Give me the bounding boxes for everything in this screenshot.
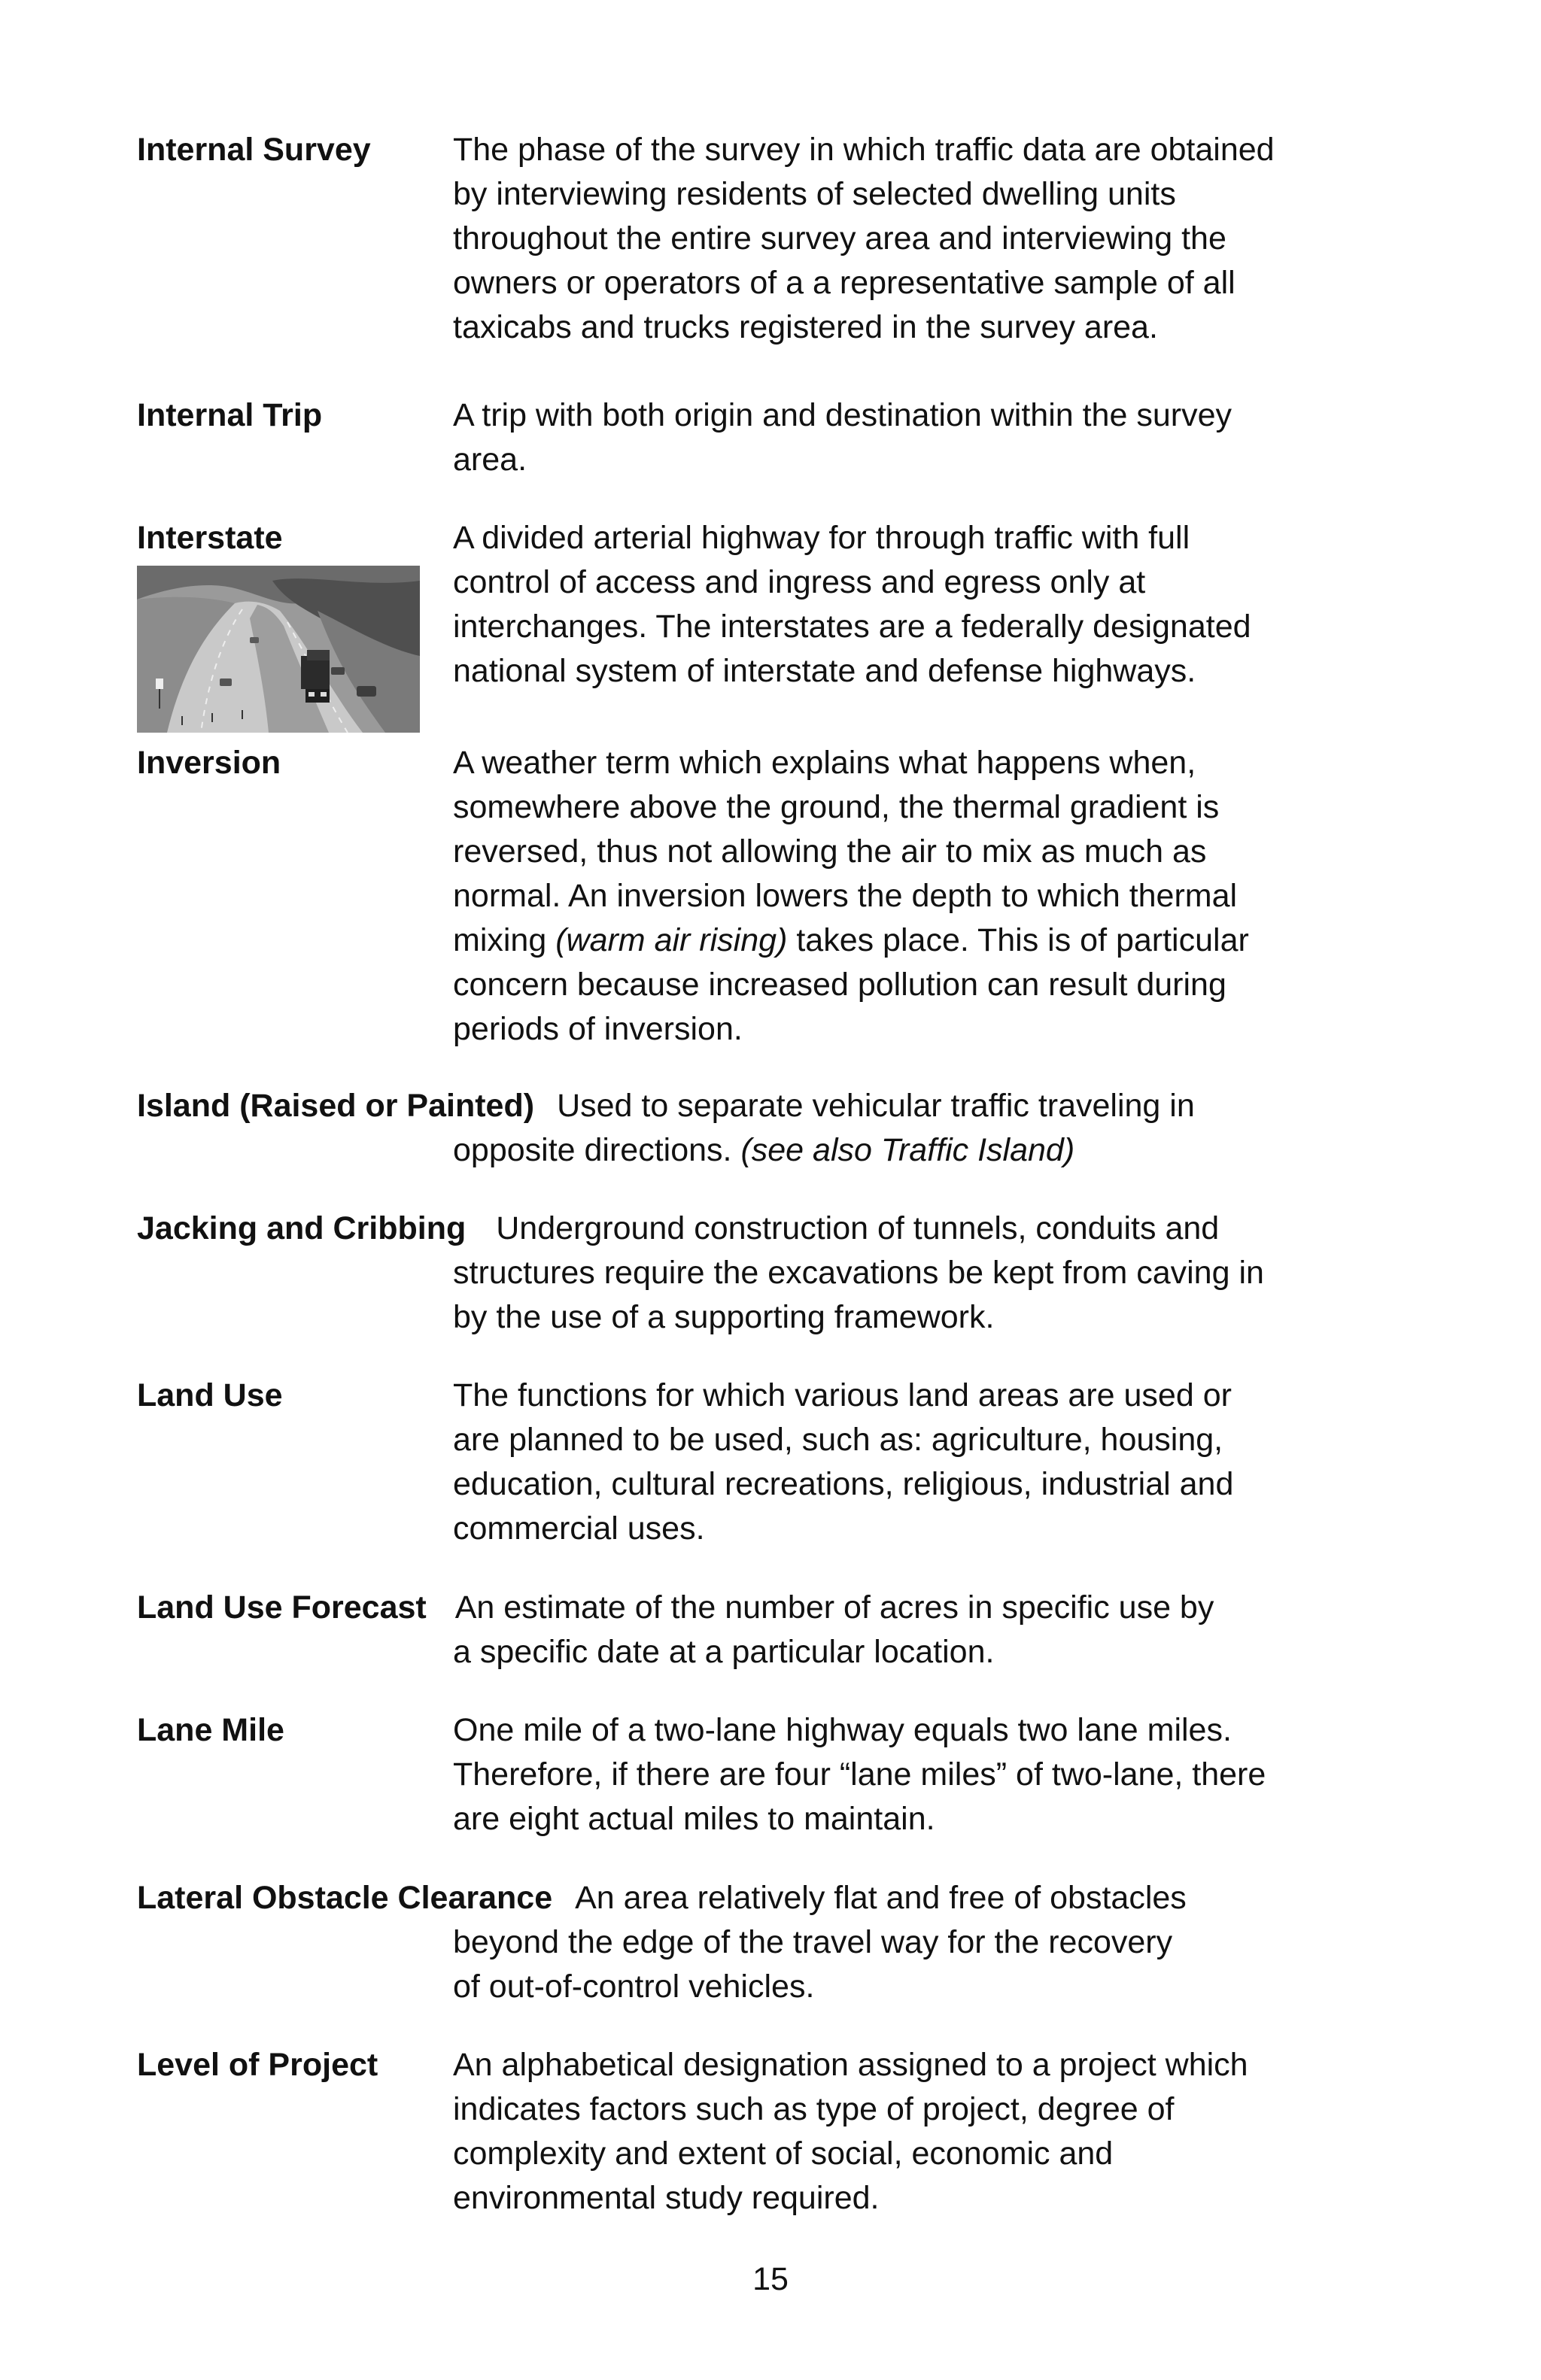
definition-line: national system of interstate and defense highways. <box>453 653 1196 689</box>
definition-line: complexity and extent of social, economic and <box>453 2136 1114 2172</box>
definition-line: Therefore, if there are four “lane miles” of two-lane, there <box>453 1756 1266 1793</box>
definition-line: taxicabs and trucks registered in the survey area. <box>453 309 1158 345</box>
definition-line: structures require the excavations be kept from caving in <box>453 1255 1264 1291</box>
text-segment: takes place. This is of particular <box>787 922 1249 958</box>
definition-line <box>137 1084 1416 1128</box>
definition-line: periods of inversion. <box>453 1011 743 1047</box>
glossary-entry-internal-trip <box>137 393 1416 482</box>
definition-line: A trip with both origin and destination within the survey <box>453 397 1232 433</box>
definition-line: a specific date at a particular location. <box>453 1634 995 1670</box>
definition-line: by the use of a supporting framework. <box>453 1299 995 1335</box>
definition <box>453 1374 1401 1551</box>
text-segment: opposite directions. <box>453 1132 741 1168</box>
definition <box>453 2043 1401 2221</box>
definition-line: The functions for which various land areas are used or <box>453 1377 1232 1413</box>
definition <box>453 1708 1401 1841</box>
definition-line: One mile of a two-lane highway equals two lane miles. <box>453 1712 1232 1748</box>
glossary-entry-lateral-obstacle-clearance <box>137 1876 1416 2009</box>
definition-line <box>137 1876 1416 1920</box>
definition-line: beyond the edge of the travel way for the recovery <box>453 1924 1173 1960</box>
definition-line: environmental study required. <box>453 2180 880 2216</box>
definition-line: of out-of-control vehicles. <box>453 1969 815 2005</box>
definition-line: throughout the entire survey area and interviewing the <box>453 220 1226 257</box>
term: Level of Project <box>137 2047 378 2083</box>
italic-note: (warm air rising) <box>555 922 788 958</box>
definition-line: are planned to be used, such as: agriculture, housing, <box>453 1422 1223 1458</box>
definition-line: reversed, thus not allowing the air to mix as much as <box>453 833 1207 870</box>
glossary-entry-land-use <box>137 1374 1416 1551</box>
definition-line: concern because increased pollution can result during <box>453 967 1226 1003</box>
term: Inversion <box>137 745 281 781</box>
term: Internal Survey <box>137 132 371 168</box>
definition-line: normal. An inversion lowers the depth to which thermal <box>453 878 1238 914</box>
definition-line: owners or operators of a a representative sample of all <box>453 265 1236 301</box>
term: Interstate <box>137 520 283 556</box>
glossary-entry-island <box>137 1084 1416 1173</box>
definition-line: A weather term which explains what happens when, <box>453 745 1196 781</box>
definition-line: indicates factors such as type of project, degree of <box>453 2091 1175 2127</box>
definition <box>453 128 1401 350</box>
interstate-highway-photo <box>137 566 420 733</box>
definition-text: An estimate of the number of acres in specific use by <box>454 1589 1214 1626</box>
definition-line: A divided arterial highway for through traffic with full <box>453 520 1190 556</box>
definition <box>453 516 1401 694</box>
definition-line: control of access and ingress and egress only at <box>453 564 1146 600</box>
glossary-entry-jacking-and-cribbing <box>137 1207 1416 1340</box>
definition-line <box>137 1207 1416 1251</box>
glossary-entry-land-use-forecast <box>137 1586 1416 1674</box>
term: Lateral Obstacle Clearance <box>137 1880 553 1916</box>
page-number: 15 <box>752 2261 789 2297</box>
glossary-entry-inversion <box>137 741 1416 1052</box>
definition-line: education, cultural recreations, religious, industrial and <box>453 1466 1234 1502</box>
term: Island (Raised or Painted) <box>137 1088 535 1124</box>
definition-text: Used to separate vehicular traffic traveling in <box>557 1088 1195 1124</box>
definition-line: The phase of the survey in which traffic data are obtained <box>453 132 1275 168</box>
definition <box>453 393 1401 482</box>
term: Jacking and Cribbing <box>137 1210 467 1246</box>
definition-line: interchanges. The interstates are a federally designated <box>453 609 1251 645</box>
term: Land Use <box>137 1377 283 1413</box>
definition-line: by interviewing residents of selected dwelling units <box>453 176 1176 212</box>
definition-line <box>137 1128 1416 1173</box>
definition-line: are eight actual miles to maintain. <box>453 1801 935 1837</box>
definition-line: An alphabetical designation assigned to a project which <box>453 2047 1248 2083</box>
term: Internal Trip <box>137 397 323 433</box>
definition-line <box>137 1586 1416 1630</box>
glossary-entry-lane-mile <box>137 1708 1416 1841</box>
definition-line: somewhere above the ground, the thermal gradient is <box>453 789 1220 825</box>
glossary-entry-internal-survey <box>137 128 1416 350</box>
see-also-reference: (see also Traffic Island) <box>740 1132 1075 1168</box>
text-segment: mixing <box>453 922 556 958</box>
glossary-entry-level-of-project <box>137 2043 1416 2221</box>
definition-text: An area relatively flat and free of obstacles <box>575 1880 1187 1916</box>
term: Lane Mile <box>137 1712 284 1748</box>
term: Land Use Forecast <box>137 1589 427 1626</box>
definition-line <box>453 918 1401 963</box>
definition-text: Underground construction of tunnels, conduits and <box>496 1210 1220 1246</box>
definition-line: commercial uses. <box>453 1510 705 1547</box>
definition <box>453 741 1401 1052</box>
definition-line: area. <box>453 442 527 478</box>
